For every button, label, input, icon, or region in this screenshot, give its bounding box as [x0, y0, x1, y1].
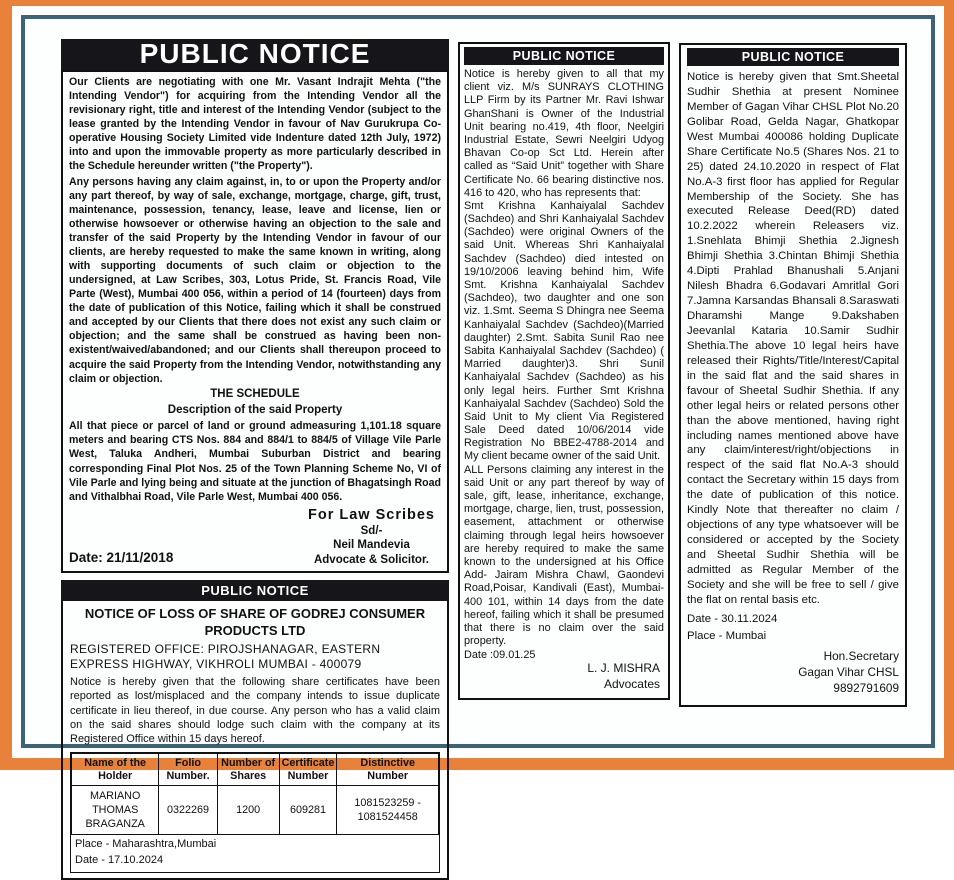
paragraph-membership-notice: Notice is hereby given that Smt.Sheetal Sudhir Shethia at present Nominee Member of Gagan Vihar CHSL Plot No.20 Golibar Road, Gelda Nagar, Ghatkopar West Mumbai 400086 holding Duplicate Share Certificate No.5 (Shares Nos. 21 to 25) dated 24.10.2020 in respect of Flat No.A-3 first floor has applied for Regular Membership of the Society. She has executed Release Deed(RD) dated 10.2.2022 wherein Releasers viz. 1.Snehlata Bhimji Shethia 2.Jignesh Bhimji Shethia 3.Chintan Bhimji Shethia 4.Dipti Prahlad Bhanushali 5.Anjani Nilesh Bhadra 6.Godavari Amritlal Gori 7.Jamna Karsandas Bhansali 8.Saraswati Dharamshi Mange 9.Dakshaben Jeevanlal Kataria 10.Samir Sudhir Shethia.The above 10 legal heirs have released their Rights/Title/Interest/Capital in the said flat and the said shares in favour of Sheetal Sudhir Shethia. If any other legal heirs or related persons other than the above mentioned, having right including names mentioned above have any claim/interest/right/objections in respect of the said flat No.A-3 should contact the Secretary within 15 days from the date of publication of this notice. Kindly Note that thereafter no claim / objections of any type whatsoever will be considered or accepted by the Society and Sheetal Sudhir Shethia will be admitted as Regular Member of the Society and she will be free to sell / give the flat on rental basis etc.	[687, 71, 899, 606]
signature-block	[687, 649, 899, 697]
notice-body	[61, 601, 449, 880]
table-header-row	[72, 754, 439, 786]
signature-title: Advocate & Solicitor.	[313, 553, 429, 566]
public-notice-header: PUBLIC NOTICE	[687, 48, 899, 66]
col-header-shares: Number of Shares	[217, 754, 279, 786]
date-line: Date: 21/11/2018	[69, 550, 174, 566]
col-header-distinctive: Distinctive Number	[337, 754, 439, 786]
notice-footer	[69, 506, 441, 567]
schedule-subtitle: Description of the said Property	[167, 404, 343, 416]
place-line: Place - Maharashtra,Mumbai	[75, 838, 217, 851]
inner-teal-border	[21, 15, 935, 867]
share-table-wrap	[70, 752, 440, 873]
col-header-folio: Folio Number.	[159, 754, 217, 786]
signature-name: L. J. MISHRA	[587, 661, 660, 676]
paragraph-share-loss: Notice is hereby given that the following share certificates have been reported as lost/misplaced and the company intends to issue duplicate certificate in lieu thereof, in due course. Any person who has a valid claim on the said shares should lodge such claim with the company at its Registered Office within 15 days hereof.	[70, 675, 440, 746]
signature-title: Hon.Secretary	[823, 648, 899, 663]
paragraph-clients-negotiating: Our Clients are negotiating with one Mr. Vasant Indrajit Mehta ("the Intending Vendor") for acquiring from the Intending Vendor all the revisionary right, title and interest of the Intending Vendor (subject to the lease granted by the Intending Vendor in favour of Nav Gurukrupa Co-operative Housing Society Limited vide Indenture dated 12th July, 1972) into and upon the immovable property as more particularly described in the Schedule hereunder written ("the Property").	[69, 76, 441, 173]
cell-certificate: 609281	[279, 786, 337, 835]
schedule-title: THE SCHEDULE	[210, 387, 300, 400]
cell-folio: 0322269	[159, 786, 217, 835]
cell-shares: 1200	[217, 786, 279, 835]
paragraph-claims-invited: Any persons having any claim against, in, to or upon the Property and/or any part thereof, by way of sale, exchange, mortgage, charge, gift, trust, maintenance, possession, tenancy, lease, leave and license, lien or otherwise howsoever or otherwise having an objection to the sale and transfer of the said Property by the Intending Vendor in favour of our clients, are hereby requested to make the same known in writing, along with supporting documents of such claim or objection to the undersigned, at Law Scribes, 303, Lotus Pride, St. Francis Road, Vile Parte (West), Mumbai 400 056, within a period of 14 (fourteen) days from the date of publication of this Notice, failing which it shall be construed and accepted by our Clients that there does not exist any such claim or objection; and the same shall be construed as having been non-existent/waived/abandoned; and our Clients shall thereupon proceed to acquire the said Property from the Intending Vendor, notwithstanding any claim or objection.	[69, 175, 441, 385]
date-line: Date - 17.10.2024	[75, 854, 164, 867]
table-row	[72, 786, 439, 835]
cell-distinctive: 1081523259 - 1081524458	[337, 786, 439, 835]
signature-phone: 9892791609	[833, 680, 899, 695]
table-notes	[71, 835, 439, 872]
notices-columns	[25, 19, 931, 880]
date-line: Date :09.01.25	[464, 649, 536, 662]
notice-body	[61, 70, 449, 573]
public-notice-header: PUBLIC NOTICE	[61, 580, 449, 601]
registered-office-line: REGISTERED OFFICE: PIROJSHANAGAR, EASTERN EXPRESS HIGHWAY, VIKHROLI MUMBAI - 400079	[70, 641, 381, 672]
column-middle	[458, 42, 670, 700]
paragraph-client-ownership: Notice is hereby given to all that my client viz. M/s SUNRAYS CLOTHING LLP Firm by its Partner Mr. Ravi Ishwar GhanShani is Owner of the Industrial Unit bearing no.419, 4th floor, Neelgiri Industrial Estate, Sewri Neelgiri Udyog Bhavan Co-op Sct Ltd. Herein after called as “Said Unit” together with Share Certificate No. 66 bearing distinctive nos. 416 to 420, who has represents that:	[464, 68, 664, 199]
notice-godrej-share-loss	[61, 580, 449, 880]
signature-block	[308, 506, 435, 567]
signature-block	[464, 661, 664, 692]
signature-for: For Law Scribes	[307, 506, 435, 523]
paragraph-claims-invited: ALL Persons claiming any interest in the said Unit or any part thereof by way of sale, gift, lease, inheritance, exchange, mortgage, charge, lien, trust, possession, easement, attachment or otherwise claiming through legal heirs howsoever are hereby required to make the same known to the undersigned at his Office Add- Jairam Mishra Chawl, Gaondevi Road,Poisar, Kandivali (East), Mumbai- 400 101, within 14 days from the date hereof, failing which it shall be presumed that there is no claim over the said property.	[464, 463, 664, 648]
column-left	[61, 39, 449, 880]
date-line: Date - 30.11.2024	[687, 612, 778, 625]
date-place-block	[687, 611, 899, 645]
public-notice-header: PUBLIC NOTICE	[464, 47, 664, 65]
notice-gagan-vihar-chsl	[679, 43, 907, 707]
notice-title: NOTICE OF LOSS OF SHARE OF GODREJ CONSUMER PRODUCTS LTD	[84, 606, 426, 638]
place-line: Place - Mumbai	[687, 629, 767, 642]
paragraph-heirs-history: Smt Krishna Kanhaiyalal Sachdev (Sachdeo) and Shri Kanhaiyalal Sachdev (Sachdeo) were original Owners of the said Unit. Whereas Shri Kanhaiyalal Sachdev (Sachdeo) died intested on 19/10/2006 leaving behind him, Wife Smt. Krishna Kanhaiyalal Sachdev (Sachdeo), two daughter and one son viz. 1.Smt. Seema S Dhingra nee Seema Kanhaiyalal Sachdev (Sachdeo)(Married daughter) 2.Smt. Sabita Sunil Rao nee Sabita Kanhaiyalal Sachdev (Sachdeo) ( Married daughter)3. Shri Sunil Kanhaiyalal Sachdev (Sachdeo) as his only legal heirs. Further Smt Krishna Kanhaiyalal Sachdev (Sachdeo) Sold the Said Unit to My client Via Registered Sale Deed dated 10/06/2014 vide Registration No BBE2-4788-2014 and My client became owner of the said Unit.	[464, 199, 664, 463]
notice-sunrays-clothing	[458, 42, 670, 700]
notice-property-vile-parle	[61, 39, 449, 573]
signature-sd: Sd/-	[360, 524, 383, 537]
signature-name: Neil Mandevia	[333, 539, 410, 552]
signature-title: Advocates	[603, 676, 660, 691]
cell-holder: MARIANO THOMAS BRAGANZA	[72, 786, 159, 835]
column-right	[679, 43, 907, 707]
white-margin	[12, 6, 944, 867]
signature-society: Gagan Vihar CHSL	[798, 664, 899, 679]
share-table	[71, 753, 439, 835]
paragraph-property-description: All that piece or parcel of land or ground admeasuring 1,101.18 square meters and bearing CTS Nos. 884 and 884/1 to 884/5 of Village Vile Parle West, Taluka Andheri, Mumbai Suburban District and bearing corresponding Final Plot Nos. 25 of the Town Planning Scheme No, VI of Vile Parle and lying being and situate at the junction of Bhagatsingh Road and Vithalbhai Road, Vile Parle West, Mumbai 400 056.	[69, 420, 441, 503]
public-notice-header-large: PUBLIC NOTICE	[61, 39, 449, 71]
col-header-holder: Name of the Holder	[72, 754, 159, 786]
col-header-certificate: Certificate Number	[279, 754, 337, 786]
